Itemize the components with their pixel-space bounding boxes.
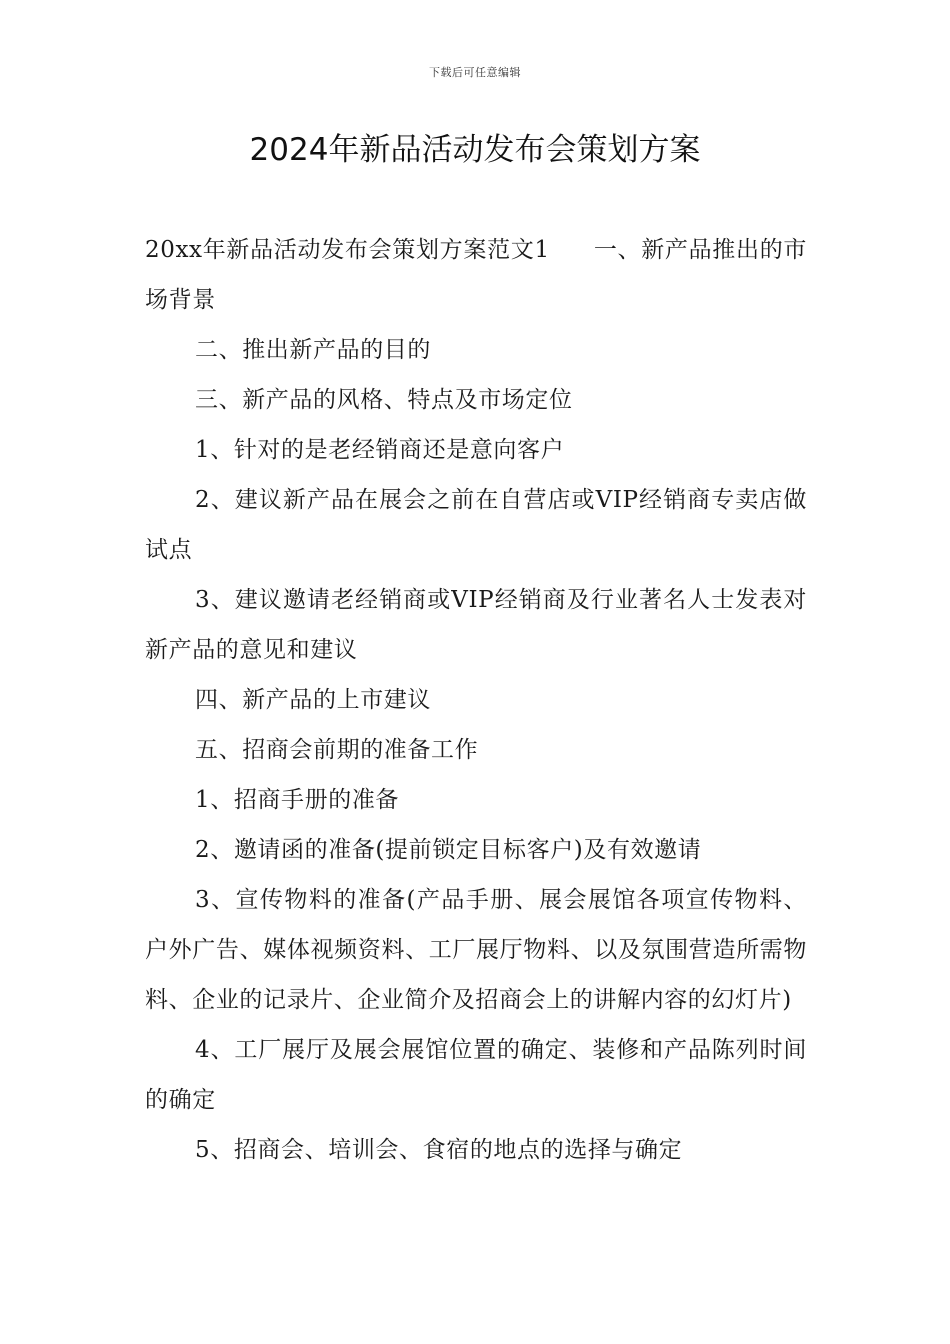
document-title: 2024年新品活动发布会策划方案 <box>249 132 701 168</box>
paragraph-intro-heading: 20xx年新品活动发布会策划方案范文1 <box>145 237 550 263</box>
paragraph: 四、新产品的上市建议 <box>195 687 431 713</box>
paragraph: 二、推出新产品的目的 <box>195 337 431 363</box>
paragraph: 三、新产品的风格、特点及市场定位 <box>195 387 573 413</box>
header-note: 下载后可任意编辑 <box>429 66 521 79</box>
paragraph: 3、建议邀请老经销商或VIP经销商及行业著名人士发表对新产品的意见和建议 <box>145 587 807 663</box>
paragraph: 5、招商会、培训会、食宿的地点的选择与确定 <box>195 1137 683 1163</box>
paragraph-intro-section: 一、新产品推出的市场背景 <box>145 237 807 313</box>
document-body <box>145 225 807 1175</box>
paragraph: 2、邀请函的准备(提前锁定目标客户)及有效邀请 <box>195 837 702 863</box>
paragraph: 2、建议新产品在展会之前在自营店或VIP经销商专卖店做试点 <box>145 487 807 563</box>
paragraph: 4、工厂展厅及展会展馆位置的确定、装修和产品陈列时间的确定 <box>145 1037 807 1113</box>
paragraph: 1、招商手册的准备 <box>195 787 400 813</box>
paragraph: 五、招商会前期的准备工作 <box>195 737 479 763</box>
paragraph: 1、针对的是老经销商还是意向客户 <box>195 437 565 463</box>
paragraph: 3、宣传物料的准备(产品手册、展会展馆各项宣传物料、户外广告、媒体视频资料、工厂展厅物料、以及氛围营造所需物料、企业的记录片、企业简介及招商会上的讲解内容的幻灯片) <box>145 887 807 1013</box>
paragraph-intro <box>145 225 807 325</box>
